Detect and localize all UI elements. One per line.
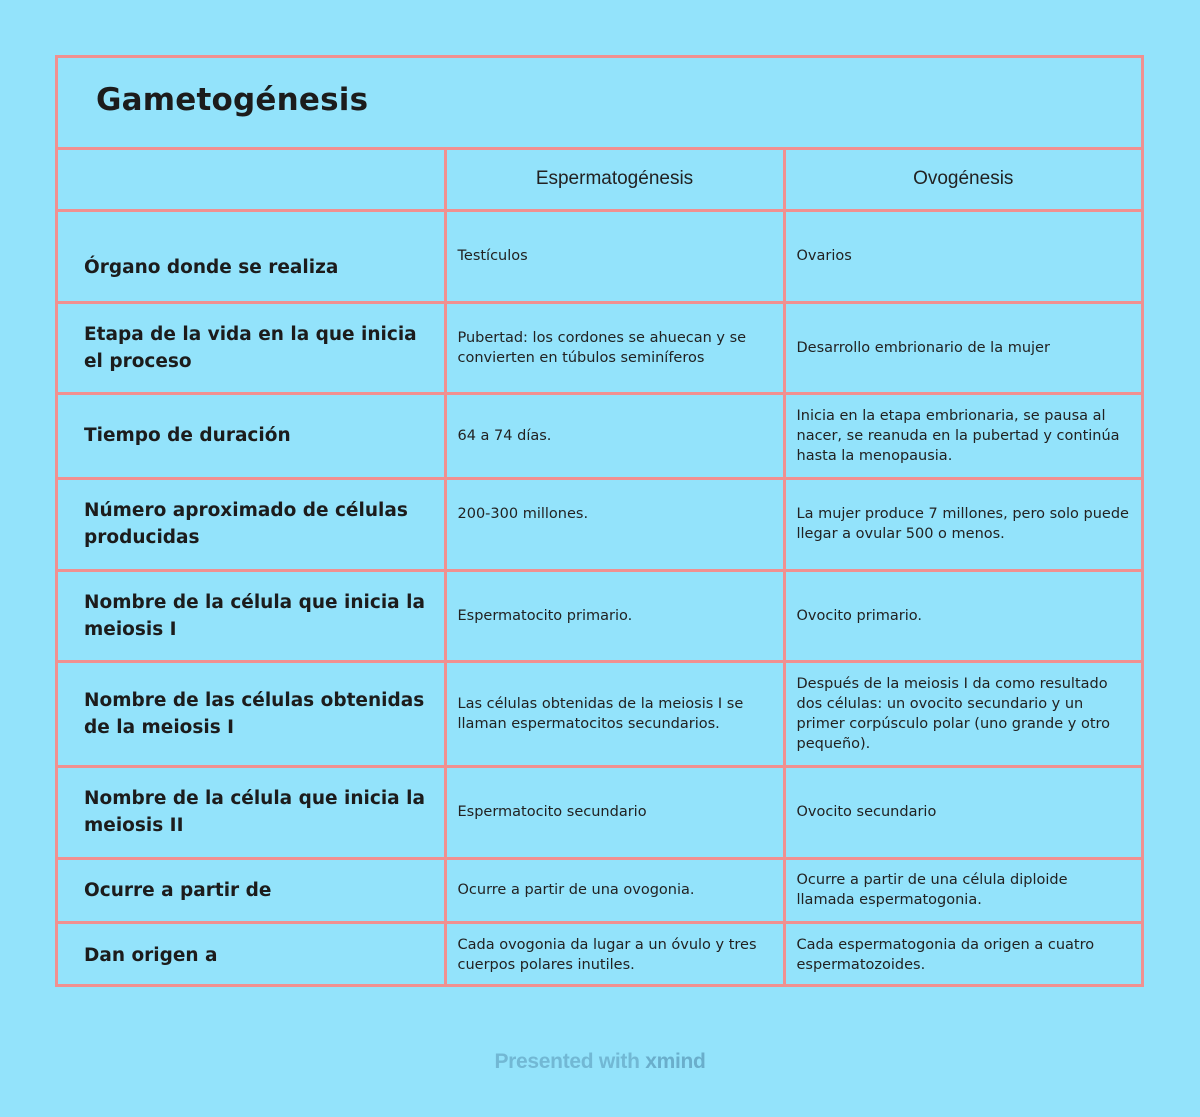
ovogenesis-value: Inicia en la etapa embrionaria, se pausa al nacer, se reanuda en la pubertad y continúa hasta la menopausia. — [784, 393, 1141, 478]
header-ovogenesis: Ovogénesis — [784, 150, 1141, 210]
table-row — [58, 922, 1141, 987]
row-label: Nombre de la célula que inicia la meiosis II — [58, 766, 445, 858]
row-label: Tiempo de duración — [58, 393, 445, 478]
header-row — [58, 150, 1141, 210]
comparison-table-frame — [55, 55, 1144, 987]
comparison-table — [58, 150, 1141, 987]
table-row — [58, 570, 1141, 661]
espermatogenesis-value: Las células obtenidas de la meiosis I se llaman espermatocitos secundarios. — [445, 661, 784, 766]
table-row — [58, 302, 1141, 393]
header-espermatogenesis: Espermatogénesis — [445, 150, 784, 210]
espermatogenesis-value: 64 a 74 días. — [445, 393, 784, 478]
ovogenesis-value: Desarrollo embrionario de la mujer — [784, 302, 1141, 393]
ovogenesis-value: Ovocito primario. — [784, 570, 1141, 661]
xmind-logo-text: xmind — [645, 1050, 706, 1073]
espermatogenesis-value: Testículos — [445, 210, 784, 302]
row-label: Nombre de la célula que inicia la meiosis I — [58, 570, 445, 661]
title-row — [58, 58, 1141, 150]
table-row — [58, 393, 1141, 478]
espermatogenesis-value: 200-300 millones. — [445, 478, 784, 570]
row-label: Nombre de las células obtenidas de la meiosis I — [58, 661, 445, 766]
row-label: Órgano donde se realiza — [58, 210, 445, 302]
ovogenesis-value: Después de la meiosis I da como resultado dos células: un ovocito secundario y un primer corpúsculo polar (uno grande y otro pequeño). — [784, 661, 1141, 766]
row-label: Dan origen a — [58, 922, 445, 987]
espermatogenesis-value: Espermatocito secundario — [445, 766, 784, 858]
table-row — [58, 661, 1141, 766]
row-label: Ocurre a partir de — [58, 858, 445, 922]
espermatogenesis-value: Ocurre a partir de una ovogonia. — [445, 858, 784, 922]
ovogenesis-value: La mujer produce 7 millones, pero solo puede llegar a ovular 500 o menos. — [784, 478, 1141, 570]
espermatogenesis-value: Cada ovogonia da lugar a un óvulo y tres cuerpos polares inutiles. — [445, 922, 784, 987]
presented-with-footer — [0, 1050, 1200, 1074]
header-empty-cell — [58, 150, 445, 210]
ovogenesis-value: Ocurre a partir de una célula diploide llamada espermatogonia. — [784, 858, 1141, 922]
espermatogenesis-value: Espermatocito primario. — [445, 570, 784, 661]
row-label: Número aproximado de células producidas — [58, 478, 445, 570]
table-row — [58, 766, 1141, 858]
espermatogenesis-value: Pubertad: los cordones se ahuecan y se convierten en túbulos seminíferos — [445, 302, 784, 393]
page-title: Gametogénesis — [96, 82, 369, 118]
footer-prefix: Presented with — [494, 1050, 640, 1073]
table-row — [58, 478, 1141, 570]
ovogenesis-value: Ovarios — [784, 210, 1141, 302]
row-label: Etapa de la vida en la que inicia el proceso — [58, 302, 445, 393]
ovogenesis-value: Cada espermatogonia da origen a cuatro espermatozoides. — [784, 922, 1141, 987]
table-row — [58, 210, 1141, 302]
ovogenesis-value: Ovocito secundario — [784, 766, 1141, 858]
table-row — [58, 858, 1141, 922]
